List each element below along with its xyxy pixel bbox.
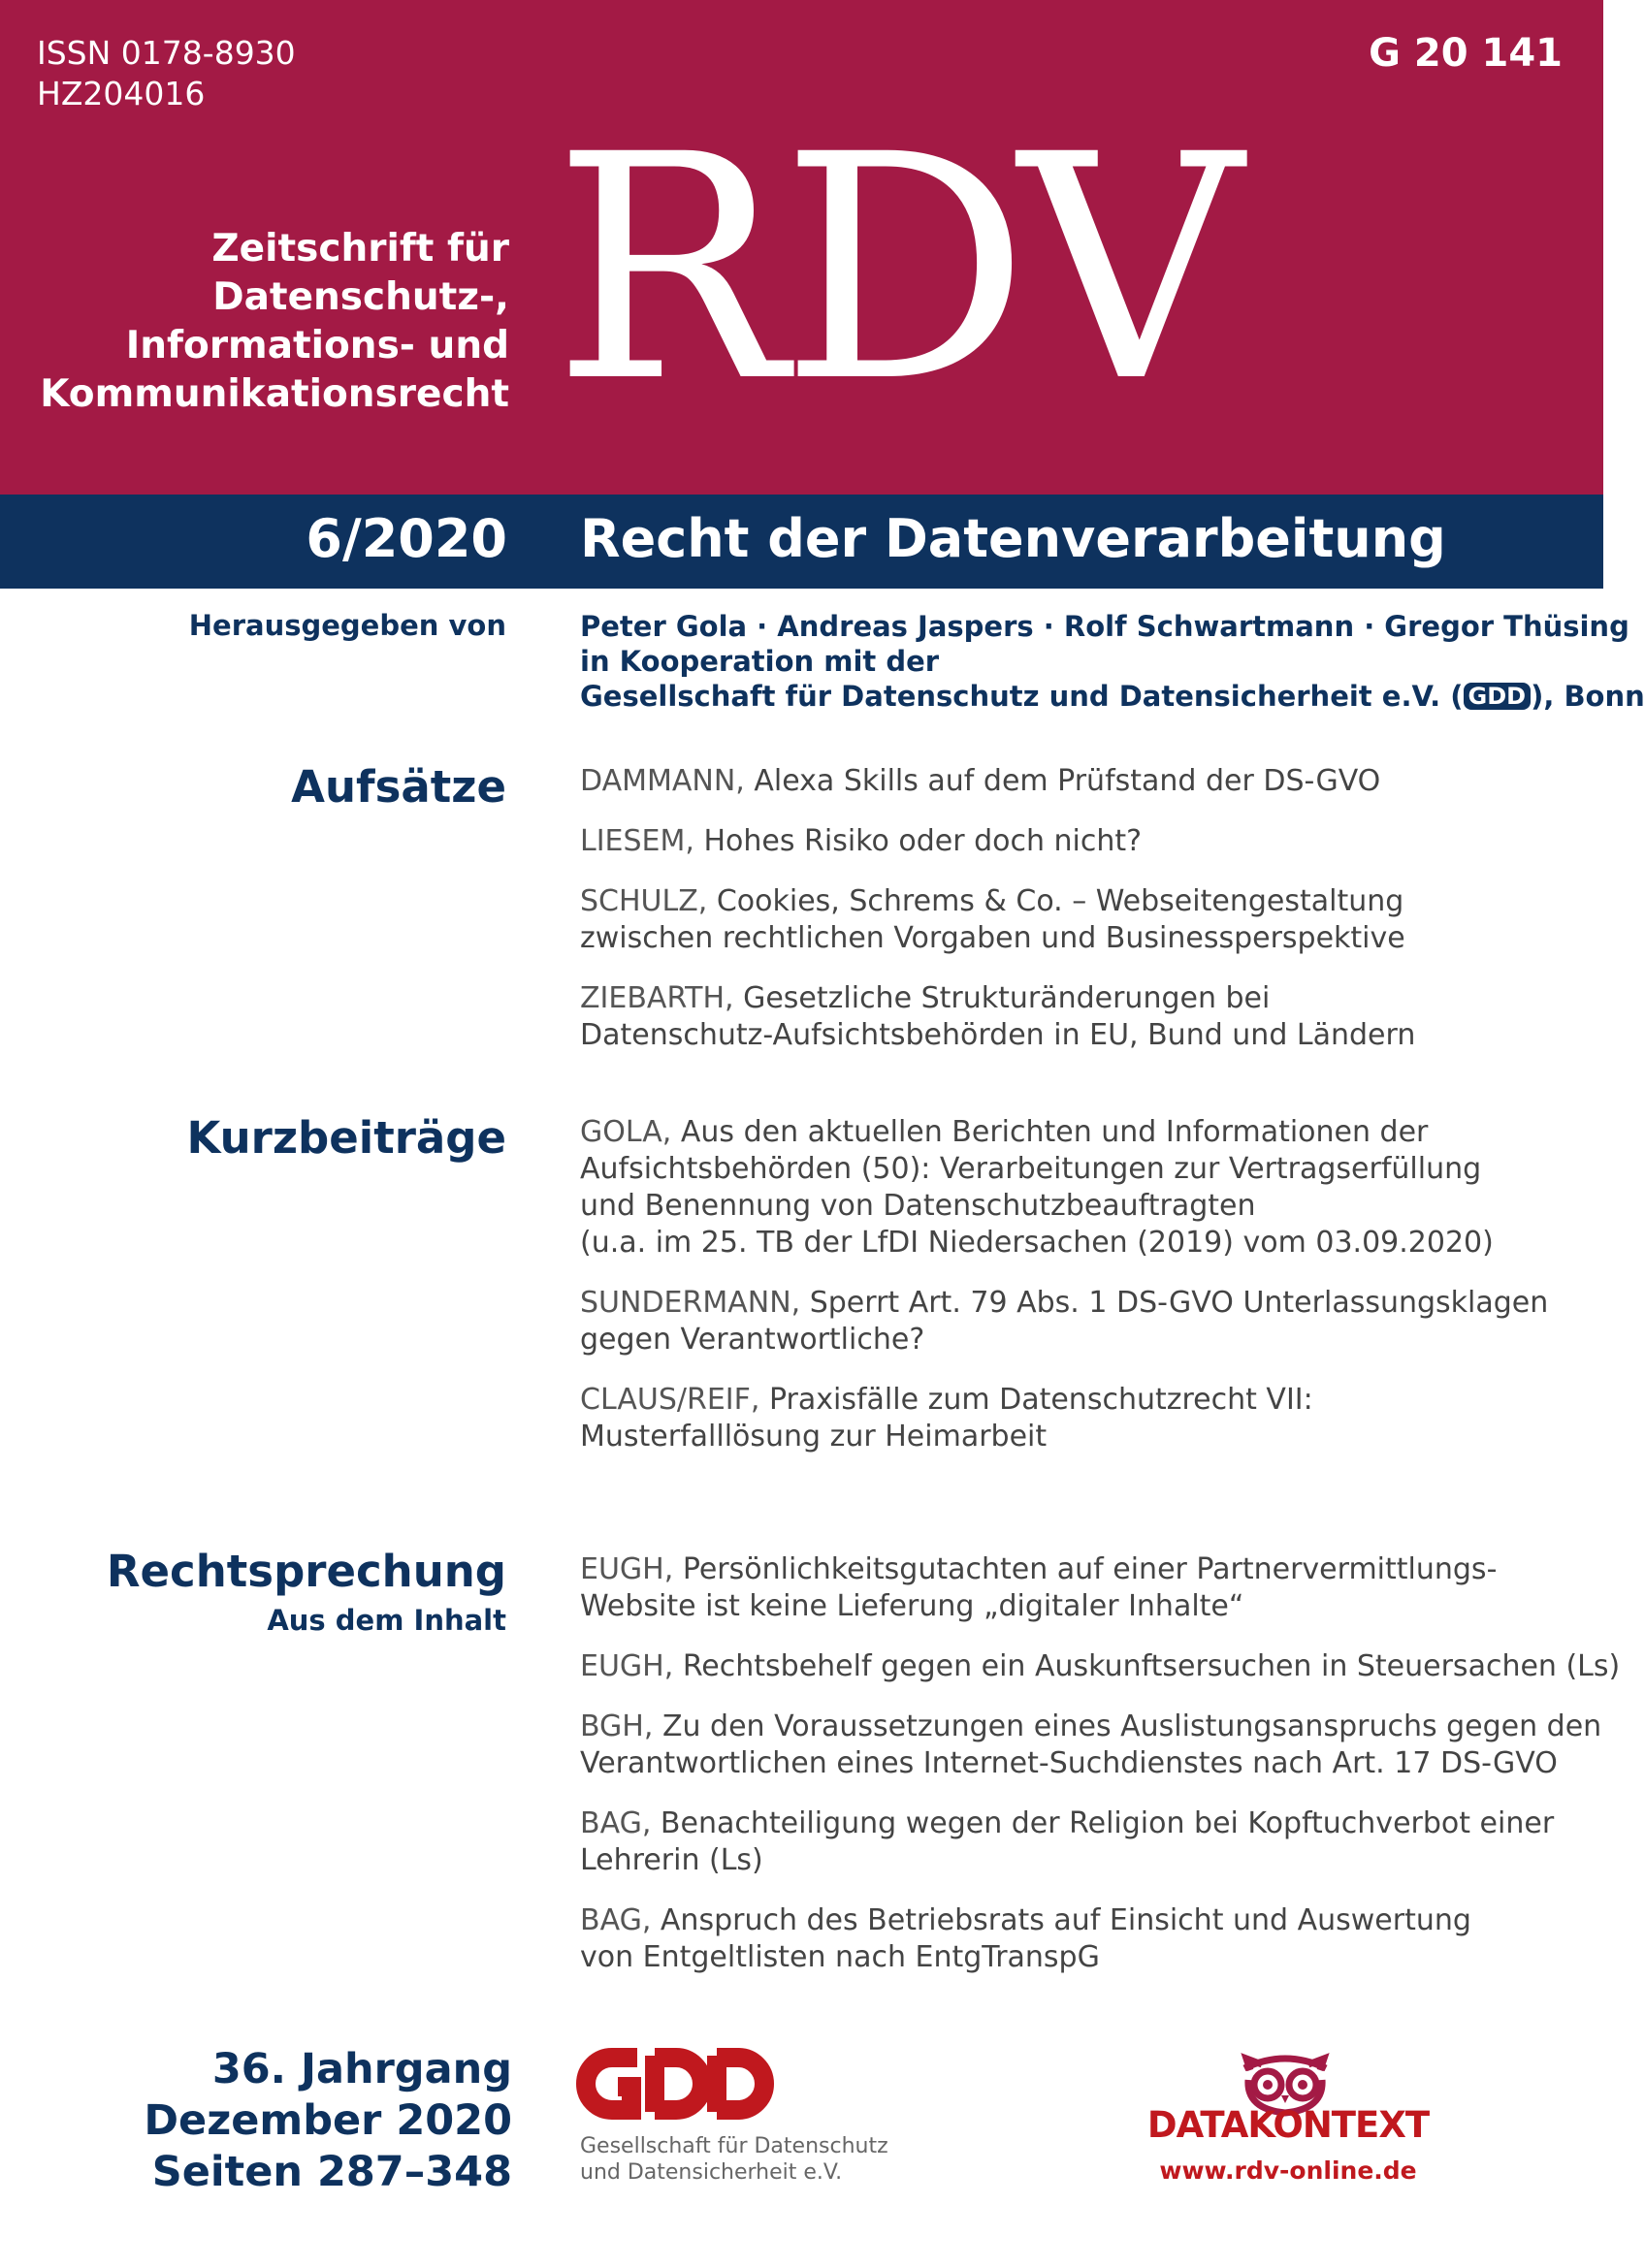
entry-title: Website ist keine Lieferung „digitaler Inhalte“ (580, 1589, 1244, 1623)
subtitle-line: Datenschutz-, (212, 275, 509, 319)
gdd-caption-line: und Datensicherheit e.V. (580, 2160, 843, 2185)
list-item (580, 1551, 1569, 1625)
entry-title: Lehrerin (Ls) (580, 1843, 763, 1877)
entry-author: GOLA, (580, 1115, 672, 1149)
list-item (580, 763, 1569, 800)
list-item (580, 1114, 1569, 1262)
entry-author: EUGH, (580, 1649, 674, 1683)
rechtsprechung-list (580, 1551, 1621, 1999)
hz-number: HZ204016 (37, 75, 206, 112)
kurzbeitraege-list (580, 1114, 1569, 1479)
entry-title: von Entgeltlisten nach EntgTranspG (580, 1940, 1100, 1974)
gdd-caption-line: Gesellschaft für Datenschutz (580, 2134, 888, 2158)
entry-title: Cookies, Schrems & Co. – Webseitengestaltung (716, 884, 1404, 918)
entry-title: gegen Verantwortliche? (580, 1323, 925, 1357)
entry-author: EUGH, (580, 1552, 674, 1586)
entry-author: SCHULZ, (580, 884, 708, 918)
volume-line: Seiten 287–348 (151, 2148, 512, 2196)
entry-title: Rechtsbehelf gegen ein Auskunftsersuchen in Steuersachen (Ls) (682, 1649, 1621, 1683)
gdd-logo-icon (579, 2044, 779, 2124)
list-item (580, 1805, 1569, 1879)
rdv-logo: RDV (553, 89, 1237, 450)
society-line (580, 679, 1645, 714)
entry-title: Praxisfälle zum Datenschutzrecht VII: (768, 1383, 1313, 1417)
section-subheading: Aus dem Inhalt (267, 1604, 506, 1637)
list-item (580, 823, 1569, 860)
entry-title: Datenschutz-Aufsichtsbehörden in EU, Bund und Ländern (580, 1018, 1416, 1052)
list-item (580, 1709, 1602, 1782)
entry-title: Musterfalllösung zur Heimarbeit (580, 1420, 1048, 1453)
list-item (580, 1285, 1569, 1358)
subtitle-line: Zeitschrift für (211, 227, 509, 271)
entry-title: Alexa Skills auf dem Prüfstand der DS-GVO (754, 764, 1381, 798)
section-heading-rechtsprechung: Rechtsprechung (106, 1546, 506, 1597)
cooperation-note: in Kooperation mit der (580, 645, 940, 678)
list-item (580, 883, 1569, 957)
section-heading-aufsaetze: Aufsätze (291, 761, 506, 813)
entry-author: SUNDERMANN, (580, 1286, 801, 1320)
entry-title: Zu den Voraussetzungen eines Auslistungsanspruchs gegen den (661, 1709, 1602, 1743)
entry-title: Verantwortlichen eines Internet-Suchdienstes nach Art. 17 DS-GVO (580, 1746, 1558, 1780)
entry-title: Sperrt Art. 79 Abs. 1 DS-GVO Unterlassungsklagen (809, 1286, 1549, 1320)
entry-author: BAG, (580, 1903, 652, 1937)
entry-author: CLAUS/REIF, (580, 1383, 760, 1417)
society-prefix: Gesellschaft für Datenschutz und Datensicherheit e.V. ( (580, 680, 1464, 713)
volume-info (144, 2044, 512, 2198)
entry-title: Aus den aktuellen Berichten und Informationen der (680, 1115, 1429, 1149)
issn-number: ISSN 0178-8930 (37, 34, 296, 72)
list-item (580, 1382, 1569, 1455)
list-item (580, 1648, 1621, 1685)
website-url[interactable]: www.rdv-online.de (1159, 2156, 1417, 2185)
volume-line: Dezember 2020 (144, 2096, 512, 2145)
section-heading-kurzbeitraege: Kurzbeiträge (186, 1112, 506, 1164)
entry-title: Persönlichkeitsgutachten auf einer Partnervermittlungs- (682, 1552, 1498, 1586)
journal-subtitle (40, 225, 509, 419)
list-item (580, 980, 1569, 1054)
entry-title: und Benennung von Datenschutzbeauftragten (580, 1189, 1256, 1223)
entry-author: ZIEBARTH, (580, 981, 734, 1015)
entry-title: Gesetzliche Strukturänderungen bei (743, 981, 1271, 1015)
datakontext-name: DATAKONTEXT (1146, 2104, 1430, 2146)
volume-line: 36. Jahrgang (211, 2045, 512, 2093)
entry-title: (u.a. im 25. TB der LfDI Niedersachen (2019) vom 03.09.2020) (580, 1226, 1494, 1260)
entry-title: Anspruch des Betriebsrats auf Einsicht und Auswertung (660, 1903, 1471, 1937)
entry-title: Benachteiligung wegen der Religion bei Kopftuchverbot einer (660, 1806, 1555, 1840)
entry-title: Aufsichtsbehörden (50): Verarbeitungen zur Vertragserfüllung (580, 1152, 1482, 1186)
entry-author: DAMMANN, (580, 764, 745, 798)
entry-title: Hohes Risiko oder doch nicht? (703, 824, 1143, 858)
entry-author: BAG, (580, 1806, 652, 1840)
editor-names: Peter Gola · Andreas Jaspers · Rolf Schwartmann · Gregor Thüsing (580, 610, 1629, 643)
society-suffix: ), Bonn (1531, 680, 1645, 713)
subtitle-line: Kommunikationsrecht (40, 372, 509, 416)
journal-title: Recht der Datenverarbeitung (580, 508, 1446, 569)
issn-block (37, 33, 296, 114)
editors-label: Herausgegeben von (188, 609, 506, 642)
aufsaetze-list (580, 763, 1569, 1077)
gdd-badge: GDD (1464, 683, 1532, 710)
gdd-caption (580, 2133, 888, 2186)
entry-author: LIESEM, (580, 824, 694, 858)
entry-title: zwischen rechtlichen Vorgaben und Businessperspektive (580, 921, 1405, 955)
subtitle-line: Informations- und (125, 324, 509, 367)
entry-author: BGH, (580, 1709, 654, 1743)
g-code: G 20 141 (1369, 31, 1563, 76)
editors-block (580, 609, 1645, 714)
issue-number: 6/2020 (306, 508, 507, 569)
list-item (580, 1902, 1569, 1976)
